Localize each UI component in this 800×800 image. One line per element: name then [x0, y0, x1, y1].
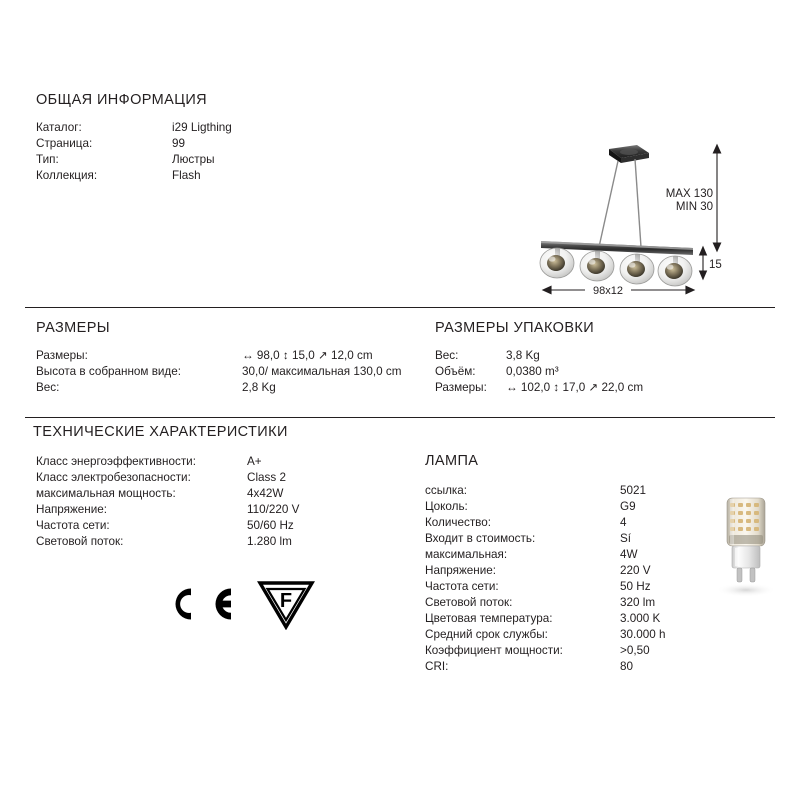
technical-characteristics-title: ТЕХНИЧЕСКИЕ ХАРАКТЕРИСТИКИ [33, 424, 288, 440]
row-value: 80 [620, 660, 634, 673]
technical-characteristics-section [33, 424, 299, 552]
row-value: G9 [620, 500, 636, 513]
certification-marks [160, 578, 316, 635]
table-row [36, 350, 401, 366]
bulb-body [727, 498, 765, 546]
row-value: 320 lm [620, 596, 656, 609]
row-value: i29 Ligthing [172, 121, 232, 134]
row-label: Класс электробезопасности: [36, 471, 191, 484]
packaging-dimensions-section [435, 320, 643, 398]
height-min-label: MIN 30 [675, 201, 713, 213]
ce-mark-icon [160, 583, 234, 630]
row-label: Количество: [425, 516, 492, 529]
f-mark-icon [256, 578, 316, 635]
row-label: максимальная мощность: [36, 487, 176, 500]
height-max-label: MAX 130 [665, 188, 713, 200]
table-row [36, 536, 299, 552]
lamp-head [580, 251, 614, 281]
table-row [36, 472, 299, 488]
width-label: 98x12 [593, 285, 623, 297]
row-value: 99 [172, 137, 186, 150]
row-value: 5021 [620, 484, 647, 497]
table-row [425, 517, 666, 533]
bulb-base [732, 546, 760, 568]
row-value: 1.280 lm [247, 535, 292, 548]
row-label: Объём: [435, 365, 476, 378]
table-row [36, 122, 232, 138]
dimensions-title: РАЗМЕРЫ [36, 320, 111, 336]
row-value: 0,0380 m³ [506, 365, 559, 378]
row-label: ссылка: [425, 484, 468, 497]
technical-characteristics-table [36, 456, 299, 552]
row-label: Тип: [36, 153, 59, 166]
row-label: Цоколь: [425, 500, 468, 513]
table-row [36, 154, 232, 170]
row-value: 2,8 Kg [242, 381, 276, 394]
lamp-head [620, 254, 654, 284]
general-information-title: ОБЩАЯ ИНФОРМАЦИЯ [36, 92, 208, 108]
table-row [36, 170, 232, 186]
lamp-product-photo [694, 478, 798, 606]
section-divider [25, 307, 775, 308]
row-label: Световой поток: [425, 596, 513, 609]
row-label: Средний срок службы: [425, 628, 548, 641]
row-value: Class 2 [247, 471, 286, 484]
table-row [36, 504, 299, 520]
table-row [36, 366, 401, 382]
row-label: Каталог: [36, 121, 82, 134]
row-label: Световой поток: [36, 535, 124, 548]
row-value: ↔ 98,0 ↕ 15,0 ↗ 12,0 cm [242, 349, 373, 362]
bulb-shadow [716, 583, 776, 597]
row-label: максимальная: [425, 548, 508, 561]
table-row [425, 549, 666, 565]
technical-drawing [525, 135, 790, 310]
table-row [36, 382, 401, 398]
row-label: CRI: [425, 660, 449, 673]
row-value: 110/220 V [247, 503, 300, 516]
row-label: Высота в собранном виде: [36, 365, 182, 378]
table-row [425, 501, 666, 517]
row-label: Класс энергоэффективности: [36, 455, 196, 468]
row-label: Коллекция: [36, 169, 98, 182]
row-value: 30,0/ максимальная 130,0 cm [242, 365, 402, 378]
fixture-height-label: 15 [709, 259, 722, 271]
row-value: Flash [172, 169, 201, 182]
row-label: Напряжение: [36, 503, 108, 516]
row-value: 50 Hz [620, 580, 651, 593]
table-row [36, 520, 299, 536]
section-divider [25, 417, 775, 418]
row-value: 3,8 Kg [506, 349, 540, 362]
row-label: Цветовая температура: [425, 612, 553, 625]
row-label: Страница: [36, 137, 93, 150]
lamp-section [425, 453, 666, 677]
fixture-height-dimension-line [700, 247, 707, 279]
table-row [425, 581, 666, 597]
row-value: >0,50 [620, 644, 650, 657]
row-label: Входит в стоимость: [425, 532, 536, 545]
table-row [36, 456, 299, 472]
lamp-table [425, 485, 666, 677]
row-value: ↔ 102,0 ↕ 17,0 ↗ 22,0 cm [506, 381, 644, 394]
table-row [425, 533, 666, 549]
packaging-dimensions-title: РАЗМЕРЫ УПАКОВКИ [435, 320, 595, 336]
technical-drawing-svg [525, 135, 790, 310]
packaging-dimensions-table [435, 350, 643, 398]
dimensions-section [36, 320, 401, 398]
row-value: 3.000 K [620, 612, 661, 625]
row-label: Напряжение: [425, 564, 497, 577]
height-dimension-line [713, 145, 720, 251]
table-row [425, 565, 666, 581]
table-row [425, 661, 666, 677]
row-value: Люстры [172, 153, 215, 166]
row-label: Вес: [36, 381, 60, 394]
lamp-head [540, 248, 574, 278]
table-row [425, 613, 666, 629]
row-label: Частота сети: [425, 580, 499, 593]
lamp-product-photo-svg [694, 478, 798, 606]
row-label: Коэффициент мощности: [425, 644, 563, 657]
row-label: Вес: [435, 349, 459, 362]
bulb-pins [737, 568, 755, 582]
suspension-cables [599, 159, 641, 247]
lamp-title: ЛАМПА [425, 453, 479, 469]
table-row [36, 138, 232, 154]
row-label: Размеры: [36, 349, 88, 362]
lamp-head [658, 256, 692, 286]
table-row [425, 485, 666, 501]
row-value: 4x42W [247, 487, 284, 500]
general-information-table [36, 122, 232, 186]
table-row [435, 382, 643, 398]
general-information-section [36, 92, 232, 186]
table-row [435, 350, 643, 366]
table-row [425, 629, 666, 645]
row-value: 30.000 h [620, 628, 666, 641]
row-value: 4W [620, 548, 638, 561]
row-label: Размеры: [435, 381, 487, 394]
f-mark-letter: F [279, 590, 293, 612]
row-value: 220 V [620, 564, 651, 577]
row-value: A+ [247, 455, 262, 468]
table-row [425, 597, 666, 613]
ceiling-canopy [609, 145, 649, 163]
dimensions-table [36, 350, 401, 398]
row-label: Частота сети: [36, 519, 110, 532]
table-row [435, 366, 643, 382]
table-row [36, 488, 299, 504]
row-value: 50/60 Hz [247, 519, 294, 532]
row-value: 4 [620, 516, 627, 529]
table-row [425, 645, 666, 661]
row-value: Sí [620, 532, 632, 545]
